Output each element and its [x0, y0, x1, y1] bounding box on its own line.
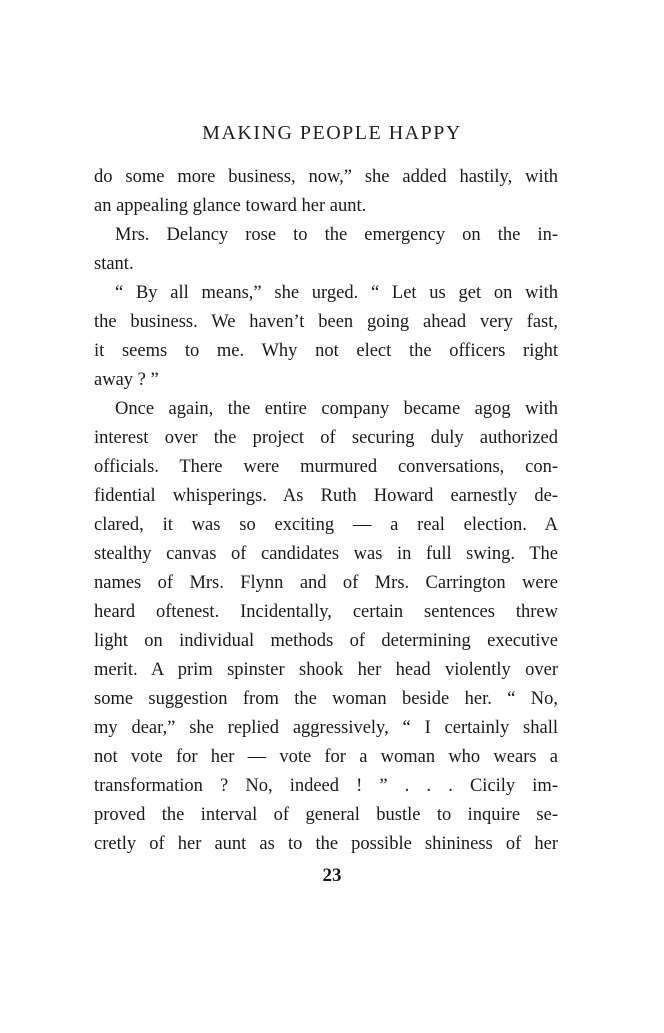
text-line: names of Mrs. Flynn and of Mrs. Carrington were [94, 573, 558, 593]
text-line: stealthy canvas of candidates was in full swing. The [94, 544, 558, 564]
running-head: MAKING PEOPLE HAPPY [202, 122, 462, 144]
text-line: officials. There were murmured conversations, con- [94, 457, 558, 477]
text-line: Mrs. Delancy rose to the emergency on the in- [115, 225, 558, 245]
text-line: merit. A prim spinster shook her head violently over [94, 660, 558, 680]
text-line: proved the interval of general bustle to inquire se- [94, 805, 558, 825]
text-line: away ? ” [94, 370, 159, 390]
text-line: the business. We haven’t been going ahead very fast, [94, 312, 558, 332]
page-number: 23 [322, 865, 342, 886]
text-line: not vote for her — vote for a woman who wears a [94, 747, 558, 767]
text-line: my dear,” she replied aggressively, “ I certainly shall [94, 718, 558, 738]
text-line: “ By all means,” she urged. “ Let us get on with [115, 283, 558, 303]
text-line: heard oftenest. Incidentally, certain sentences threw [94, 602, 558, 622]
text-line: some suggestion from the woman beside her. “ No, [94, 689, 558, 709]
text-line: Once again, the entire company became agog with [115, 399, 558, 419]
text-line: fidential whisperings. As Ruth Howard earnestly de- [94, 486, 558, 506]
text-line: clared, it was so exciting — a real election. A [94, 515, 558, 535]
text-line: transformation ? No, indeed ! ” . . . Cicily im- [94, 776, 558, 796]
text-line: it seems to me. Why not elect the officers right [94, 341, 558, 361]
text-line: an appealing glance toward her aunt. [94, 196, 367, 216]
text-line: interest over the project of securing duly authorized [94, 428, 558, 448]
text-line: light on individual methods of determining executive [94, 631, 558, 651]
body-text [94, 163, 558, 859]
text-line: do some more business, now,” she added hastily, with [94, 167, 558, 187]
text-line: cretly of her aunt as to the possible shininess of her [94, 834, 558, 854]
text-line: stant. [94, 254, 134, 274]
